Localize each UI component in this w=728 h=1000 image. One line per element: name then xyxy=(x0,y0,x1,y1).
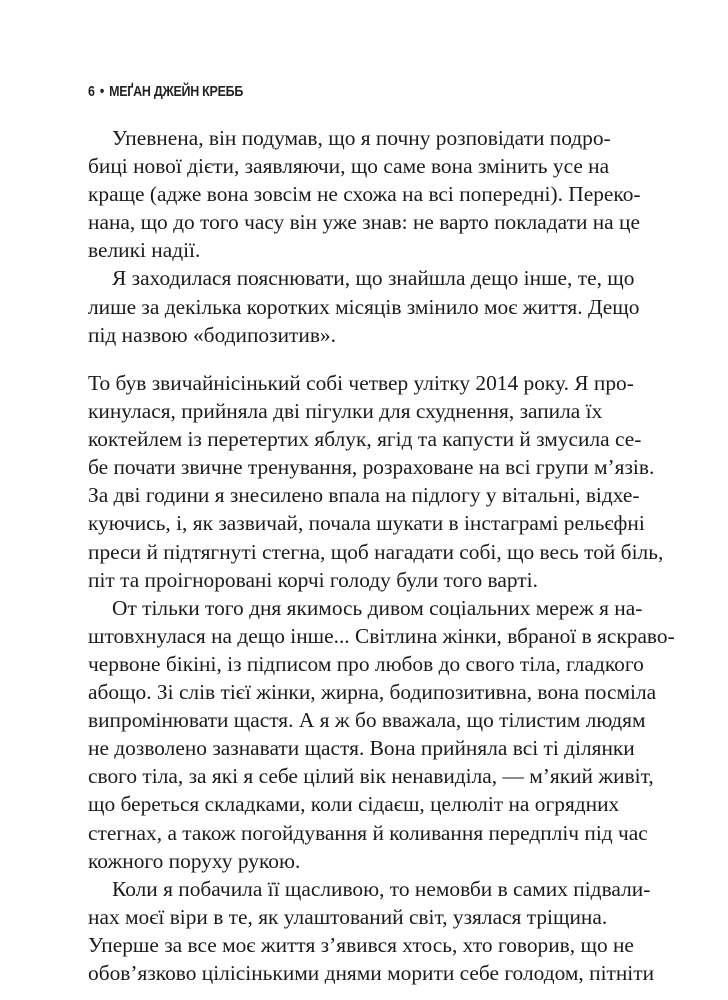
text-line: куючись, і, як зазвичай, почала шукати в інстаграмі рельєфні xyxy=(88,511,645,536)
text-line: За дві години я знесилено впала на підлогу у вітальні, відхе- xyxy=(88,483,640,508)
text-line: свого тіла, за які я себе цілий вік ненавиділа, — м’який живіт, xyxy=(88,764,654,789)
text-line: коктейлем із перетертих яблук, ягід та капусти й змусила се- xyxy=(88,427,642,452)
text-line: що береться складками, коли сідаєш, целюліт на огрядних xyxy=(88,792,620,817)
text-line: От тільки того дня якимось дивом соціальних мереж я на- xyxy=(112,595,643,620)
text-line: лише за декілька коротких місяців змінило моє життя. Дещо xyxy=(88,294,640,319)
text-line: кожного поруху рукою. xyxy=(88,848,301,873)
text-line: краще (адже вона зовсім не схожа на всі попередні). Переко- xyxy=(88,182,641,207)
text-line: нана, що до того часу він уже знав: не варто покладати на це xyxy=(88,210,640,235)
text-line: стегнах, а також погойдування й коливання передпліч під час xyxy=(88,820,648,845)
text-line: Уперше за все моє життя з’явився хтось, хто говорив, що не xyxy=(88,932,634,957)
text-line: абощо. Зі слів тієї жінки, жирна, бодипозитивна, вона посміла xyxy=(88,680,657,705)
text-line: червоне бікіні, із підписом про любов до свого тіла, гладкого xyxy=(88,651,644,676)
bullet-separator: • xyxy=(99,84,104,100)
text-line: під назвою «бодипозитив». xyxy=(88,322,336,347)
text-line: випромінювати щастя. А я ж бо вважала, що тілистим людям xyxy=(88,708,646,733)
text-line: Коли я побачила її щасливою, то немовби в самих підвали- xyxy=(112,876,651,901)
text-line: кинулася, прийняла дві пігулки для схуднення, запила їх xyxy=(88,399,603,424)
section-one xyxy=(88,124,690,349)
text-line: Я заходилася пояснювати, що знайшла дещо інше, те, що xyxy=(112,266,635,291)
text-line: То був звичайнісінький собі четвер улітку 2014 року. Я про- xyxy=(88,371,634,395)
text-line: піт та проігноровані корчі голоду були того варті. xyxy=(88,567,538,592)
text-line: Упевнена, він подумав, що я почну розповідати подро- xyxy=(112,126,611,150)
paragraph xyxy=(88,875,690,987)
paragraph xyxy=(88,264,690,348)
page-number: 6 xyxy=(88,84,95,100)
running-header xyxy=(88,84,243,100)
section-two xyxy=(88,369,690,987)
author-name: МЕҐАН ДЖЕЙН КРЕББ xyxy=(109,84,244,100)
text-line: не дозволено зазнавати щастя. Вона прийняла всі ті ділянки xyxy=(88,736,635,761)
paragraph xyxy=(88,369,690,594)
text-line: биці нової дієти, заявляючи, що саме вона змінить усе на xyxy=(88,154,610,179)
text-line: преси й підтягнуті стегна, щоб нагадати собі, що весь той біль, xyxy=(88,539,664,564)
text-line: обов’язково цілісінькими днями морити себе голодом, пітніти xyxy=(88,960,655,985)
text-line: бе почати звичне тренування, розраховане на всі групи м’язів. xyxy=(88,455,655,480)
text-line: штовхнулася на дещо інше... Світлина жінки, вбраної в яскраво- xyxy=(88,623,675,648)
paragraph xyxy=(88,594,690,875)
text-line: великі надії. xyxy=(88,238,201,263)
text-line: нах моєї віри в те, як улаштований світ, узялася тріщина. xyxy=(88,904,608,929)
paragraph xyxy=(88,124,690,264)
